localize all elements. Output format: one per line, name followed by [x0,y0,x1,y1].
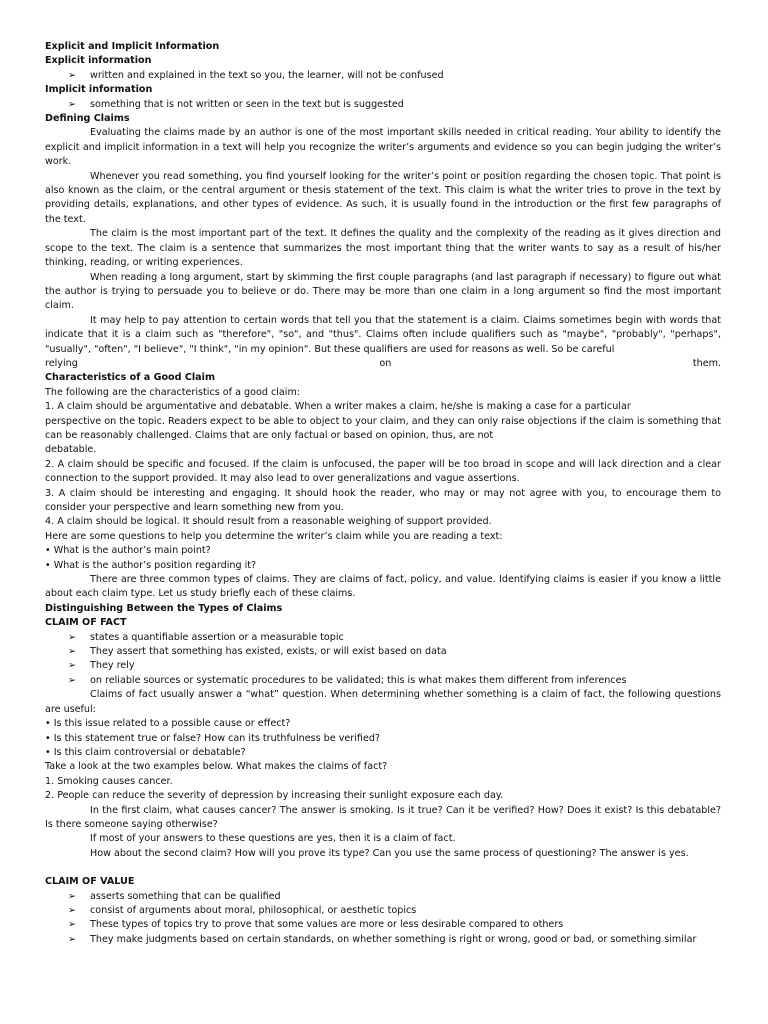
fact-paragraph-2: In the first claim, what causes cancer? The answer is smoking. Is it true? Can it be verified? How? Does it exist? Is this debatable? Is there someone saying otherwise? [45,804,721,830]
characteristics-heading: Characteristics of a Good Claim [45,372,215,384]
arrow-bullet-icon: ➢ [68,933,77,945]
explicit-heading: Explicit information [45,55,152,67]
questions-intro: Here are some questions to help you determine the writer’s claim while you are reading a text: [45,530,503,542]
fact-paragraph-3: If most of your answers to these questions are yes, then it is a claim of fact. [90,833,456,845]
fact-bullet [45,659,721,673]
arrow-bullet-icon: ➢ [68,69,77,81]
arrow-bullet-icon: ➢ [68,890,77,902]
bullet-text: consist of arguments about moral, philosophical, or aesthetic topics [90,904,417,916]
fact-bullet [45,645,721,659]
bullet-text: asserts something that can be qualified [90,890,281,902]
fact-paragraph-1: Claims of fact usually answer a “what” question. When determining whether something is a claim of fact, the following questions are useful: [45,689,721,715]
types-paragraph: There are three common types of claims. They are claims of fact, policy, and value. Identifying claims is easier if you know a little about each claim type. Let us study briefly each of these claims. [45,574,721,600]
characteristic-3: 3. A claim should be interesting and engaging. It should hook the reader, who may or may not agree with you, to encourage them to consider your perspective and learn something new from you. [45,487,721,513]
explicit-bullet [45,69,721,83]
defining-paragraph-1: Evaluating the claims made by an author is one of the most important skills needed in critical reading. Your ability to identify the explicit and implicit information in a text will help you recognize the writer’s arguments and evidence so you can begin judging the writer’s work. [45,127,721,168]
question-2: • What is the author’s position regarding it? [45,559,257,571]
distinguishing-heading: Distinguishing Between the Types of Claims [45,602,283,614]
bullet-text: These types of topics try to prove that some values are more or less desirable compared to others [90,919,564,931]
characteristic-1-body: perspective on the topic. Readers expect to be able to object to your claim, and they can only raise objections if the claim is something that can be reasonably challenged. Claims that are only factual or based on opinion, thus, are not [45,415,721,441]
implicit-heading: Implicit information [45,84,153,96]
value-bullet [45,918,721,932]
value-bullet [45,933,721,947]
implicit-bullet [45,98,721,112]
defining-paragraph-5-last-line: relying on them. [45,357,721,369]
document-page [45,40,721,947]
claim-of-fact-heading: CLAIM OF FACT [45,617,127,629]
fact-bullet [45,674,721,688]
characteristic-4: 4. A claim should be logical. It should result from a reasonable weighing of support provided. [45,516,492,528]
fact-paragraph-4: How about the second claim? How will you prove its type? Can you use the same process of questioning? The answer is yes. [90,847,689,859]
fact-example-1: 1. Smoking causes cancer. [45,775,173,787]
fact-example-2: 2. People can reduce the severity of depression by increasing their sunlight exposure each day. [45,790,504,802]
claim-of-value-heading: CLAIM OF VALUE [45,876,135,888]
main-heading: Explicit and Implicit Information [45,41,220,52]
bullet-text: states a quantifiable assertion or a measurable topic [90,631,344,643]
characteristic-1-first-line: 1. A claim should be argumentative and debatable. When a writer makes a claim, he/she is making a case for a particular [45,401,631,413]
defining-paragraph-3: The claim is the most important part of the text. It defines the quality and the complexity of the reading as it gives direction and scope to the text. The claim is a sentence that summarizes the most important thing that the writer wants to say as a result of his/her thinking, reading, or writing experiences. [45,228,721,269]
bullet-text: They make judgments based on certain standards, on whether something is right or wrong, good or bad, or something similar [90,933,697,945]
arrow-bullet-icon: ➢ [68,98,77,110]
bullet-text: on reliable sources or systematic procedures to be validated; this is what makes them different from inferences [90,674,627,686]
arrow-bullet-icon: ➢ [68,919,77,931]
fact-question-1: • Is this issue related to a possible cause or effect? [45,718,291,730]
value-bullet [45,904,721,918]
fact-examples-intro: Take a look at the two examples below. What makes the claims of fact? [45,761,388,773]
defining-claims-heading: Defining Claims [45,113,130,125]
bullet-text: They assert that something has existed, exists, or will exist based on data [90,646,447,658]
fact-question-3: • Is this claim controversial or debatable? [45,746,246,758]
arrow-bullet-icon: ➢ [68,631,77,643]
value-bullet [45,890,721,904]
bullet-text: written and explained in the text so you, the learner, will not be confused [90,69,444,81]
question-1: • What is the author’s main point? [45,545,211,557]
spacer [45,861,721,875]
defining-paragraph-4: When reading a long argument, start by skimming the first couple paragraphs (and last paragraph if necessary) to figure out what the author is trying to persuade you to believe or do. There may be more than one claim in a long argument so find the most important claim. [45,271,721,312]
characteristics-intro: The following are the characteristics of a good claim: [45,386,301,398]
characteristic-1-end: debatable. [45,444,97,456]
fact-bullet [45,631,721,645]
defining-paragraph-2: Whenever you read something, you find yourself looking for the writer’s point or position regarding the chosen topic. That point is also known as the claim, or the central argument or thesis statement of the text. This claim is what the writer tries to prove in the text by providing details, explanations, and other types of evidence. As such, it is usually found in the introduction or the first few paragraphs of the text. [45,170,721,225]
arrow-bullet-icon: ➢ [68,674,77,686]
arrow-bullet-icon: ➢ [68,904,77,916]
bullet-text: something that is not written or seen in the text but is suggested [90,98,404,110]
bullet-text: They rely [90,660,135,672]
arrow-bullet-icon: ➢ [68,660,77,672]
arrow-bullet-icon: ➢ [68,646,77,658]
characteristic-2: 2. A claim should be specific and focused. If the claim is unfocused, the paper will be too broad in scope and will lack direction and a clear connection to the support provided. It may also lead to over generalizations and vague assertions. [45,458,721,485]
defining-paragraph-5: It may help to pay attention to certain words that tell you that the statement is a claim. Claims sometimes begin with words that indicate that it is a claim such as "therefore", "so", and "thus". Claims often include qualifiers such as "maybe", "probably", "perhaps", "usually", "often", "I believe", "I think", "in my opinion". But these qualifiers are used for reasons as well. So be careful [45,314,721,355]
fact-question-2: • Is this statement true or false? How can its truthfulness be verified? [45,732,381,744]
